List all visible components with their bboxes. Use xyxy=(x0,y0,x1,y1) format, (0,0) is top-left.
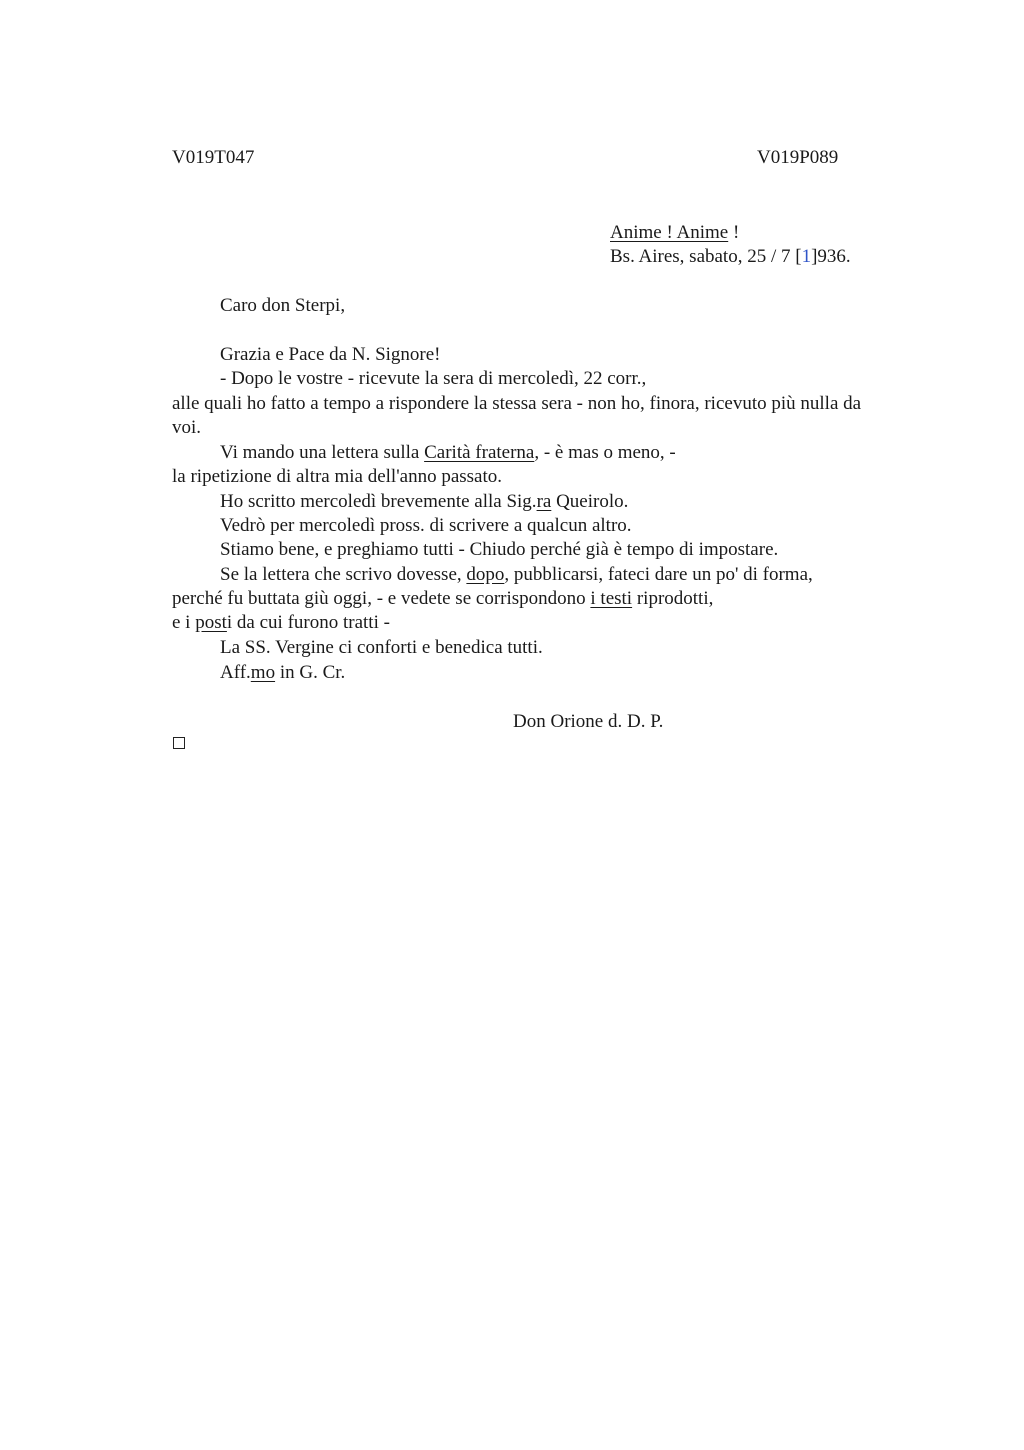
paragraph-line xyxy=(220,563,813,587)
date-bracket-digit: 1 xyxy=(801,246,812,267)
document-code-left: V019T047 xyxy=(172,147,255,168)
underlined-text: mo xyxy=(250,662,276,683)
paragraph-line xyxy=(172,587,713,611)
underlined-text: i testi xyxy=(590,588,633,609)
text-run: i da cui furono tratti - xyxy=(226,612,390,633)
paragraph-line xyxy=(220,441,676,465)
paragraph-line: voi. xyxy=(172,417,202,438)
motto-underlined: Anime ! Anime xyxy=(610,222,729,243)
underlined-text: Carità fraterna xyxy=(424,442,535,463)
text-run: Ho scritto mercoledì brevemente alla Sig. xyxy=(220,491,537,512)
text-run: Vi mando una lettera sulla xyxy=(220,442,425,463)
greeting: Grazia e Pace da N. Signore! xyxy=(220,344,441,365)
text-run: Queirolo. xyxy=(551,491,629,512)
salutation: Caro don Sterpi, xyxy=(220,295,346,316)
text-run: perché fu buttata giù oggi, - e vedete se corrispondono xyxy=(172,588,591,609)
text-run: e i xyxy=(172,612,196,633)
underlined-text: dopo xyxy=(466,564,505,585)
paragraph-line: alle quali ho fatto a tempo a rispondere la stessa sera - non ho, finora, ricevuto più nulla da xyxy=(172,393,862,414)
paragraph-line xyxy=(172,611,390,635)
motto-tail: ! xyxy=(728,222,740,243)
text-run: Se la lettera che scrivo dovesse, xyxy=(220,564,467,585)
paragraph-line xyxy=(220,490,628,514)
date-line xyxy=(610,245,851,269)
paragraph-line: - Dopo le vostre - ricevute la sera di mercoledì, 22 corr., xyxy=(220,368,647,389)
paragraph-line: la ripetizione di altra mia dell'anno passato. xyxy=(172,466,503,487)
text-run: , pubblicarsi, fateci dare un po' di forma, xyxy=(504,564,813,585)
document-code-right: V019P089 xyxy=(757,147,839,168)
text-run: riprodotti, xyxy=(632,588,714,609)
paragraph-line: Stiamo bene, e preghiamo tutti - Chiudo perché già è tempo di impostare. xyxy=(220,539,779,560)
underlined-text: ra xyxy=(536,491,552,512)
text-run: , - è mas o meno, - xyxy=(534,442,676,463)
text-run: Aff. xyxy=(220,662,251,683)
signature: Don Orione d. D. P. xyxy=(513,711,664,732)
square-box-icon xyxy=(173,737,185,749)
motto-line xyxy=(610,221,739,245)
date-part: Bs. Aires, sabato, 25 / 7 [ xyxy=(610,246,802,267)
text-run: in G. Cr. xyxy=(275,662,346,683)
paragraph-line: La SS. Vergine ci conforti e benedica tutti. xyxy=(220,637,543,658)
underlined-text: post xyxy=(195,612,227,633)
paragraph-line: Vedrò per mercoledì pross. di scrivere a qualcun altro. xyxy=(220,515,632,536)
date-part: ]936. xyxy=(811,246,851,267)
closing-line xyxy=(220,661,345,685)
